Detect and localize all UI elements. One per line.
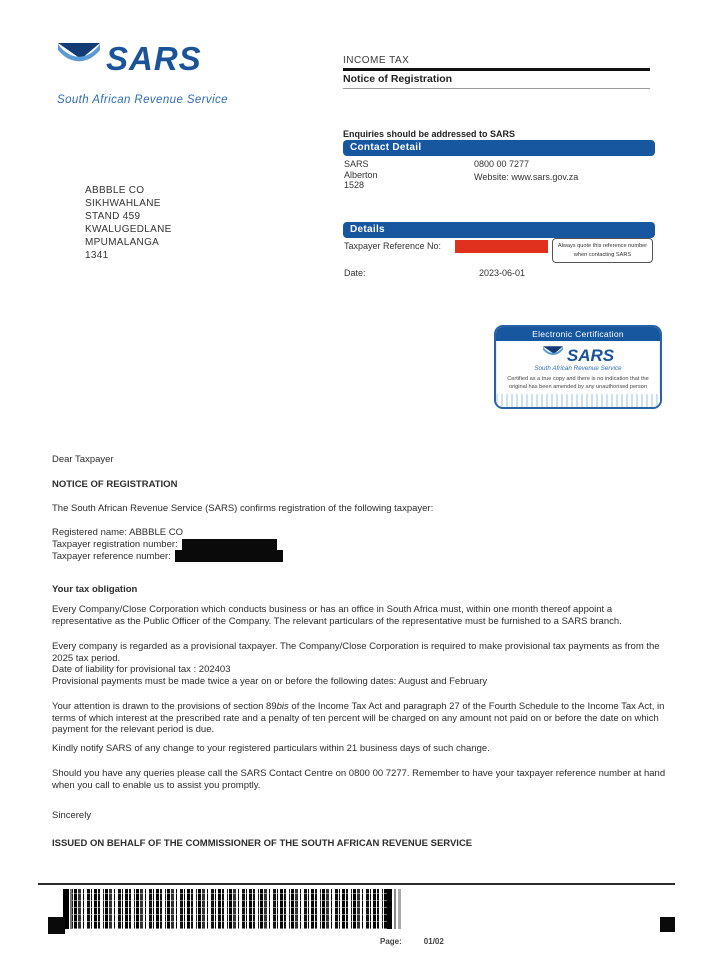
letter-heading: NOTICE OF REGISTRATION: [52, 479, 178, 490]
certification-title: Electronic Certification: [496, 327, 660, 341]
paragraph-notify-change: Kindly notify SARS of any change to your registered particulars within 21 business days of such change.: [52, 743, 490, 754]
sars-logo: [56, 42, 202, 75]
redacted-reference-number: [175, 550, 283, 562]
sars-office-address: [344, 159, 378, 191]
certification-watermark: [496, 394, 660, 407]
penalties-text-pre: Your attention is drawn to the provisions of section 89: [52, 701, 277, 712]
certification-sars-logo: [496, 346, 660, 364]
certification-statement: Certified as a true copy and there is no indication that the original has been amended by any unauthorised person: [507, 376, 649, 391]
salutation: Dear Taxpayer: [52, 454, 114, 465]
obligation-heading: Your tax obligation: [52, 584, 138, 595]
address-line: SIKHWAHLANE: [85, 198, 161, 209]
address-line: ABBBLE CO: [85, 185, 145, 196]
contact-website: Website: www.sars.gov.za: [474, 172, 579, 182]
paragraph-queries: Should you have any queries please call the SARS Contact Centre on 0800 00 7277. Remember to have your taxpayer reference number at hand when you call to enable us to assist you promptly.: [52, 768, 666, 791]
reference-note-box: Always quote this reference number when contacting SARS: [552, 238, 653, 263]
redacted-registration-number: [182, 539, 277, 550]
address-line: KWALUGEDLANE: [85, 224, 172, 235]
liability-date-line: Date of liability for provisional tax : 202403: [52, 664, 231, 676]
reference-number-label: Taxpayer reference number:: [52, 551, 171, 563]
address-line: STAND 459: [85, 211, 141, 222]
contact-phone: 0800 00 7277: [474, 159, 530, 169]
issued-by-line: ISSUED ON BEHALF OF THE COMMISSIONER OF THE SOUTH AFRICAN REVENUE SERVICE: [52, 838, 473, 849]
office-name: SARS: [344, 159, 369, 169]
provisional-taxpayer-text: Every company is regarded as a provisional taxpayer. The Company/Close Corporation is required to make provisional tax payments as from the 2025 tax period.: [52, 641, 660, 664]
address-line: 1341: [85, 250, 109, 261]
registration-number-label: Taxpayer registration number:: [52, 538, 178, 550]
tax-type-label: INCOME TAX: [343, 55, 650, 71]
page-label: Page:: [380, 937, 402, 946]
footer-divider: [38, 883, 675, 885]
document-header: [343, 55, 650, 89]
paragraph-penalties: [52, 701, 672, 736]
office-city: Alberton: [344, 169, 378, 180]
sars-logo-tagline: South African Revenue Service: [57, 94, 228, 106]
registered-name-label: Registered name:: [52, 527, 127, 538]
date-label: Date:: [344, 268, 366, 278]
sars-logo-wordmark: SARS: [566, 345, 615, 365]
taxpayer-reference-label: Taxpayer Reference No:: [344, 241, 442, 251]
penalties-text-post: of the Income Tax Act and paragraph 27 of the Fourth Schedule to the Income Tax Act, in terms of which interest at the prescribed rate and a penalty of ten percent will be charged on any amount not paid on or before the date on which payment for the relevant period is due.: [52, 701, 665, 736]
date-value: 2023-06-01: [479, 268, 526, 278]
electronic-certification-card: [494, 325, 662, 409]
office-postal-code: 1528: [344, 180, 365, 190]
confirmation-line: The South African Revenue Service (SARS) confirms registration of the following taxpayer:: [52, 503, 434, 514]
registered-name-value: ABBBLE CO: [129, 527, 183, 538]
notice-title: Notice of Registration: [343, 71, 650, 89]
page-value: 01/02: [423, 937, 444, 946]
reference-number-line: [52, 550, 672, 563]
sars-logo-wordmark: SARS: [106, 40, 202, 77]
payment-dates-line: Provisional payments must be made twice a year on or before the following dates: August and February: [52, 675, 488, 687]
paragraph-public-officer: Every Company/Close Corporation which conducts business or has an office in South Africa must, within one month thereof appoint a representative as the Public Officer of the Company. The relevant particulars of the representative must be furnished to a SARS branch.: [52, 604, 622, 627]
page-number: [380, 937, 444, 946]
sars-logo-icon: [56, 43, 102, 74]
registration-number-line: [52, 539, 672, 551]
recipient-address: [85, 184, 172, 262]
registration-mark-left: [48, 917, 65, 934]
closing: Sincerely: [52, 810, 92, 821]
contact-detail-section-header: Contact Detail: [343, 140, 655, 156]
taxpayer-identity-block: [52, 527, 672, 563]
sars-logo-icon: [542, 346, 564, 364]
barcode-2d: [63, 889, 401, 929]
enquiries-note: Enquiries should be addressed to SARS: [343, 129, 516, 139]
address-line: MPUMALANGA: [85, 237, 160, 248]
details-section-header: Details: [343, 222, 655, 238]
redacted-taxpayer-reference: [455, 240, 548, 253]
penalties-text-bis: bis: [276, 701, 289, 712]
certification-tagline: South African Revenue Service: [534, 365, 622, 372]
registration-mark-right: [660, 917, 675, 932]
paragraph-provisional-tax: [52, 641, 672, 687]
registered-name-line: [52, 527, 672, 539]
